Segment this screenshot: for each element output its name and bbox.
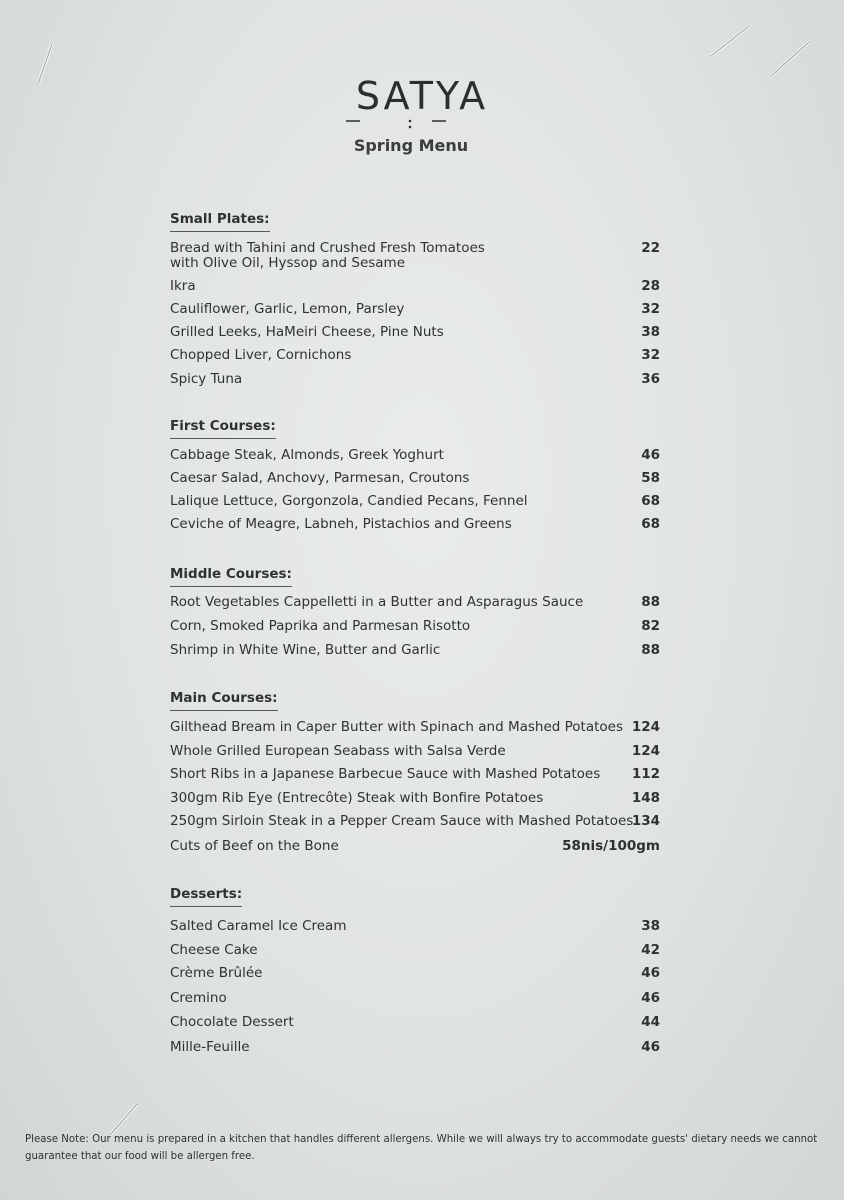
menu-item-name: Cuts of Beef on the Bone [170, 838, 339, 854]
menu-item-name: Cauliflower, Garlic, Lemon, Parsley [170, 301, 405, 317]
menu-item-price: 46 [641, 965, 660, 981]
menu-item [170, 767, 660, 782]
menu-item-price: 36 [641, 371, 660, 387]
menu-item-name: Bread with Tahini and Crushed Fresh Tomatoes [170, 240, 485, 256]
menu-item-price: 68 [641, 493, 660, 509]
brand-logo-accent-icon [340, 118, 480, 130]
menu-item-name: Whole Grilled European Seabass with Salsa Verde [170, 743, 506, 759]
menu-item-price: 124 [631, 743, 660, 759]
menu-item-name: Cremino [170, 990, 227, 1006]
menu-item [170, 595, 660, 610]
menu-item-name: Cabbage Steak, Almonds, Greek Yoghurt [170, 447, 444, 463]
menu-item-name: Salted Caramel Ice Cream [170, 918, 347, 934]
menu-item [170, 471, 660, 486]
menu-item-name: Shrimp in White Wine, Butter and Garlic [170, 642, 441, 658]
menu-item-price: 58 [641, 470, 660, 486]
menu-item-name: Spicy Tuna [170, 371, 243, 387]
menu-item [170, 517, 660, 532]
section-title-main-courses: Main Courses: [170, 690, 278, 711]
menu-item [170, 325, 660, 340]
section-title-small-plates: Small Plates: [170, 211, 270, 232]
menu-item-name: Ikra [170, 278, 196, 294]
menu-item [170, 643, 660, 658]
menu-item-price: 38 [641, 918, 660, 934]
menu-item-price: 82 [641, 618, 660, 634]
menu-item [170, 372, 660, 387]
menu-item-name: Short Ribs in a Japanese Barbecue Sauce with Mashed Potatoes [170, 766, 601, 782]
menu-item-price: 88 [641, 594, 660, 610]
menu-item-price: 32 [641, 301, 660, 317]
menu-item [170, 348, 660, 363]
menu-item-name: Chocolate Dessert [170, 1014, 294, 1030]
menu-item-name: Root Vegetables Cappelletti in a Butter and Asparagus Sauce [170, 594, 584, 610]
menu-item-price: 32 [641, 347, 660, 363]
menu-item-price: 38 [641, 324, 660, 340]
menu-item [170, 919, 660, 934]
menu-item-name: Lalique Lettuce, Gorgonzola, Candied Pecans, Fennel [170, 493, 528, 509]
menu-item-price: 44 [641, 1014, 660, 1030]
menu-item-price: 88 [641, 642, 660, 658]
menu-item [170, 1040, 660, 1055]
menu-item-price: 148 [631, 790, 660, 806]
brand-logo: SATYA [355, 74, 489, 118]
menu-item-price: 42 [641, 942, 660, 958]
menu-item [170, 619, 660, 634]
menu-item-name: Crème Brûlée [170, 965, 263, 981]
menu-item-price: 46 [641, 1039, 660, 1055]
menu-item [170, 1015, 660, 1030]
menu-item [170, 791, 660, 806]
menu-item-name: 300gm Rib Eye (Entrecôte) Steak with Bonfire Potatoes [170, 790, 544, 806]
menu-item-price: 134 [631, 813, 660, 829]
menu-item-price: 22 [641, 240, 660, 256]
menu-item [170, 494, 660, 509]
section-title-desserts: Desserts: [170, 886, 242, 907]
menu-item [170, 991, 660, 1006]
menu-item-name: Corn, Smoked Paprika and Parmesan Risotto [170, 618, 471, 634]
menu-item-name: Caesar Salad, Anchovy, Parmesan, Croutons [170, 470, 470, 486]
menu-item-name: Grilled Leeks, HaMeiri Cheese, Pine Nuts [170, 324, 444, 340]
section-title-first-courses: First Courses: [170, 418, 276, 439]
menu-item-name: Mille-Feuille [170, 1039, 250, 1055]
menu-item [170, 966, 660, 981]
menu-item-price: 112 [631, 766, 660, 782]
menu-item [170, 720, 660, 735]
menu-item [170, 943, 660, 958]
menu-item-price: 46 [641, 447, 660, 463]
menu-item [170, 814, 660, 829]
menu-item [170, 302, 660, 317]
menu-item [170, 448, 660, 463]
menu-item-price: 58nis/100gm [562, 838, 660, 854]
menu-item-name: Gilthead Bream in Caper Butter with Spinach and Mashed Potatoes [170, 719, 624, 735]
menu-item-price: 28 [641, 278, 660, 294]
menu-item-name: Chopped Liver, Cornichons [170, 347, 352, 363]
menu-item [170, 744, 660, 759]
menu-subtitle: Spring Menu [353, 136, 469, 155]
menu-item-name: 250gm Sirloin Steak in a Pepper Cream Sauce with Mashed Potatoes [170, 813, 634, 829]
menu-item-name-line2: with Olive Oil, Hyssop and Sesame [170, 255, 406, 271]
menu-item-price: 124 [631, 719, 660, 735]
staple-icon [705, 22, 755, 62]
menu-item-name: Ceviche of Meagre, Labneh, Pistachios and Greens [170, 516, 512, 532]
menu-item [170, 839, 660, 854]
menu-item-price: 46 [641, 990, 660, 1006]
menu-item [170, 279, 660, 294]
menu-item-name: Cheese Cake [170, 942, 258, 958]
menu-item-price: 68 [641, 516, 660, 532]
menu-item [170, 241, 660, 271]
allergen-note: Please Note: Our menu is prepared in a kitchen that handles different allergens. While we will always try to accommodate guests' dietary needs we cannot guarantee that our food will be allergen free. [25, 1134, 818, 1162]
section-title-middle-courses: Middle Courses: [170, 566, 292, 587]
